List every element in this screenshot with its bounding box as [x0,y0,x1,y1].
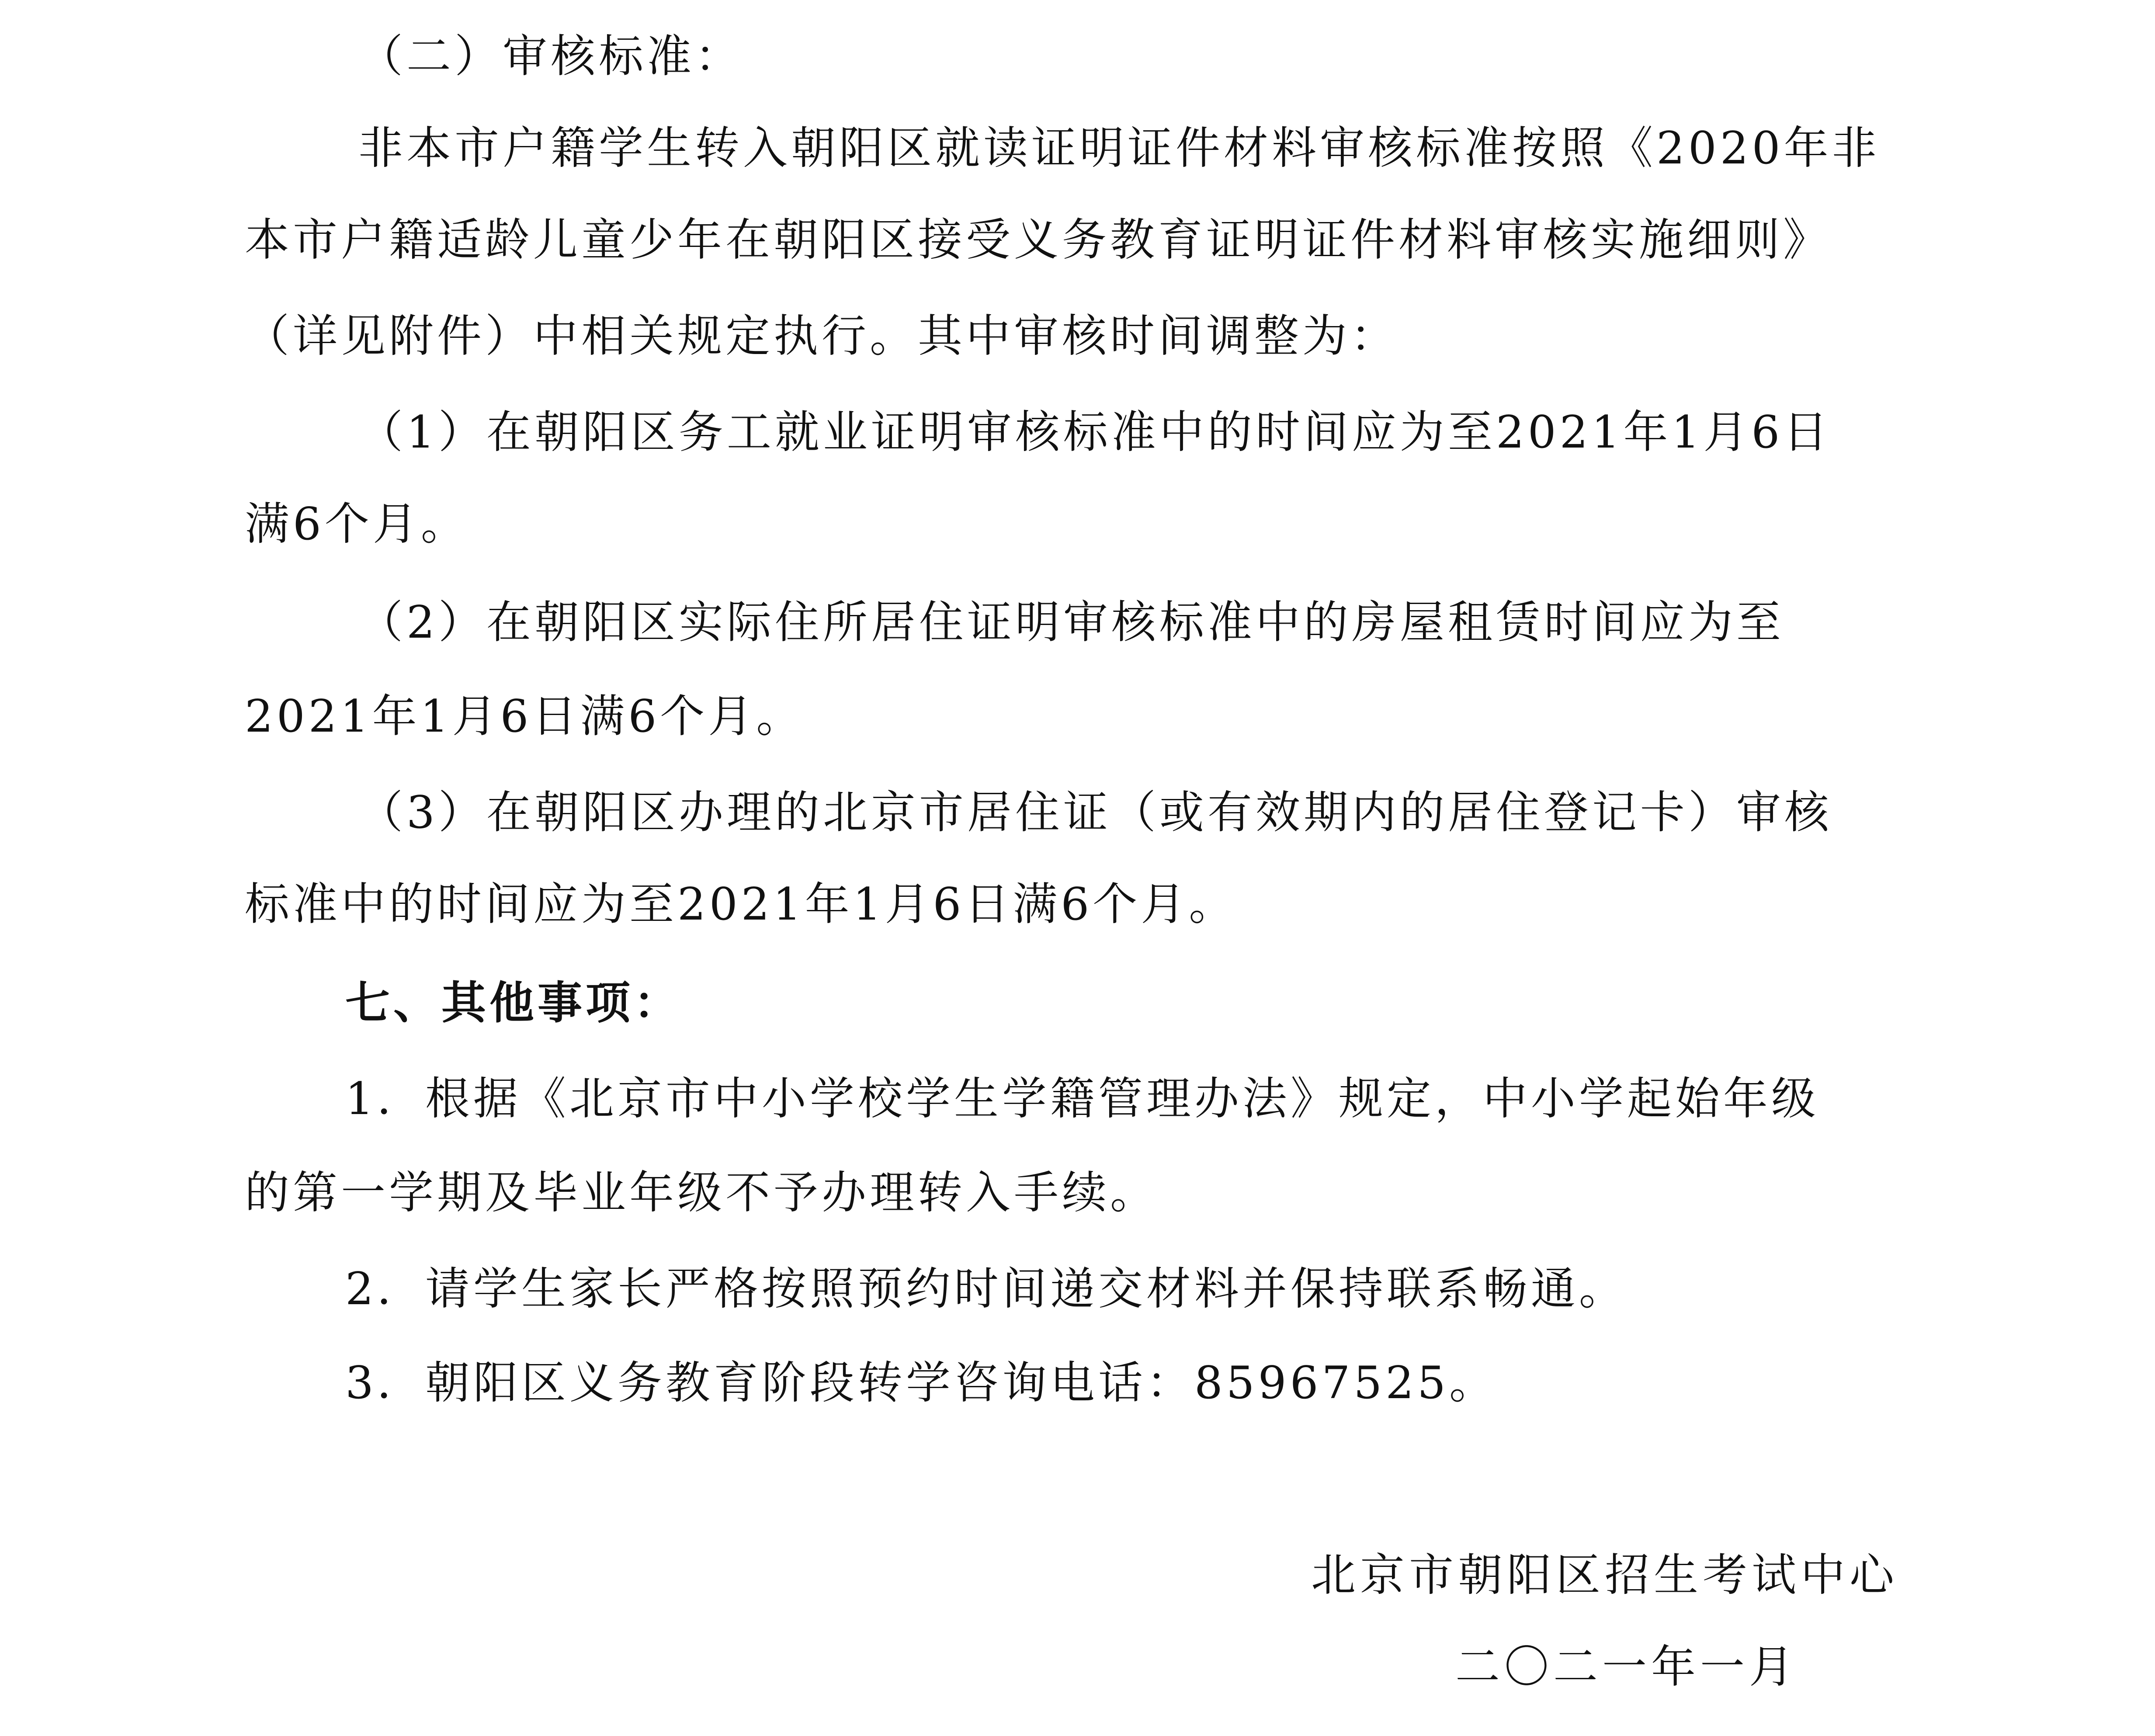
item-2-line-2: 2021年1月6日满6个月。 [245,691,805,743]
item-3-line-2: 标准中的时间应为至2021年1月6日满6个月。 [245,878,1237,930]
paragraph-1-line-1: 非本市户籍学生转入朝阳区就读证明证件材料审核标准按照《2020年非 [358,122,1880,174]
signature-organization: 北京市朝阳区招生考试中心 [1311,1549,1898,1601]
paragraph-1-line-2: 本市户籍适龄儿童少年在朝阳区接受义务教育证明证件材料审核实施细则》 [245,214,1831,266]
paragraph-1-line-3: （详见附件）中相关规定执行。其中审核时间调整为： [245,310,1398,362]
other-2: 2．请学生家长严格按照预约时间递交材料并保持联系畅通。 [345,1263,1627,1315]
item-1-line-2: 满6个月。 [245,498,469,550]
other-matters-heading: 七、其他事项： [345,977,682,1029]
item-3-line-1: （3）在朝阳区办理的北京市居住证（或有效期内的居住登记卡）审核 [358,787,1832,839]
item-2-line-1: （2）在朝阳区实际住所居住证明审核标准中的房屋租赁时间应为至 [358,597,1784,649]
signature-date: 二〇二一年一月 [1455,1641,1798,1693]
section-heading: （二）审核标准： [358,31,743,83]
other-1-line-2: 的第一学期及毕业年级不予办理转入手续。 [245,1167,1158,1219]
item-1-line-1: （1）在朝阳区务工就业证明审核标准中的时间应为至2021年1月6日 [358,406,1832,458]
other-1-line-1: 1．根据《北京市中小学校学生学籍管理办法》规定，中小学起始年级 [345,1073,1819,1125]
other-3: 3．朝阳区义务教育阶段转学咨询电话：85967525。 [345,1357,1498,1409]
